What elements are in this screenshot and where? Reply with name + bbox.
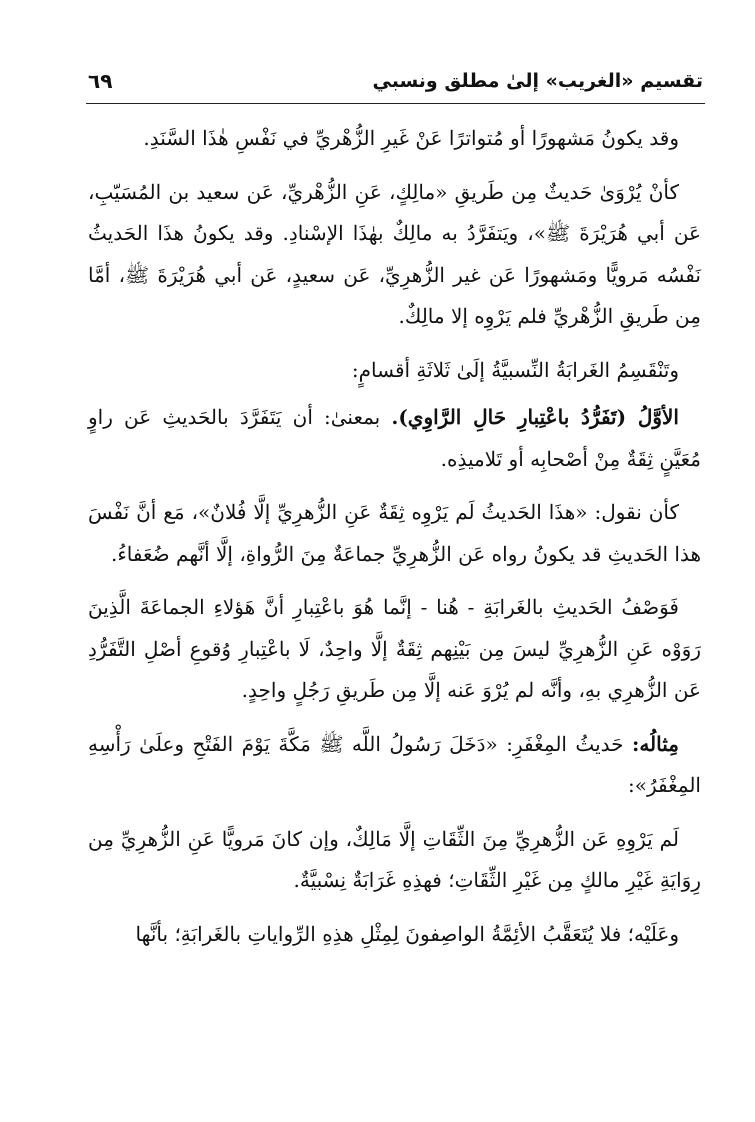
paragraph-text: كأنْ يُرْوَىٰ حَديثٌ مِن طَريقِ «مالِكٍ، عَنِ الزُّهْريِّ، عَن سعيد بن المُسَيّبِ، عَن أبي هُرَيْرَةَ ﷺ»، ويَتفَرَّدُ به مالِكٌ بهٰذَا الإسْنادِ. وقد يكونُ هذَا الحَديثُ نَفْسُه مَرويًّا ومَشهورًا عَن غير الزُّهرِيِّ، عَن سعيدٍ، عَن أبي هُرَيْرَةَ ﷺ، أمَّا مِن طَريقِ الزُّهْريِّ فلم يَرْوِه إلا مالِكٌ. <box>88 179 701 328</box>
paragraph <box>88 914 701 956</box>
paragraph-text: فَوَصْفُ الحَديثِ بالغَرابَةِ - هُنا - إنَّما هُوَ باعْتِبارِ أنَّ هَؤلاءِ الجماعَةَ الَّذِينَ رَوَوْه عَنِ الزُّهرِيِّ ليسَ مِن بَيْنِهم ثِقَةٌ إلَّا واحِدٌ، لَا باعْتِبارِ وُقوعِ أصْلِ التَّفَرُّدِ عَن الزُّهرِي بهِ، وأنَّه لم يُرْوَ عَنه إلَّا مِن طَريقِ رَجُلٍ واحِدٍ. <box>88 595 702 702</box>
page-header <box>88 62 703 100</box>
paragraph-text: كأن نقول: «هذَا الحَديثُ لَم يَرْوِه ثِقَةٌ عَنِ الزُّهرِيِّ إلَّا فُلانٌ»، مَع أنَّ نَفْسَ هذا الحَديثِ قد يكونُ رواه عَن الزُّهرِيِّ جماعَةٌ مِنَ الرُّواةِ، إلَّا أنَّهم ضُعَفاءُ. <box>88 500 701 566</box>
header-rule <box>86 103 705 104</box>
paragraph-text: حَديثُ المِغْفَرِ: «دَخَلَ رَسُولُ اللَّه ﷺ مَكَّةَ يَوْمَ الفَتْحِ وعلَىٰ رَأْسِهِ المِغْفَرُ»: <box>88 731 701 797</box>
paragraph <box>88 118 701 160</box>
example-label: مِثالُه: <box>631 731 679 756</box>
paragraph <box>88 819 701 902</box>
paragraph-text: بمعنىٰ: أن يَتَفَرَّدَ بالحَديثِ عَن راوٍ مُعَيَّنٍ ثِقَةٌ مِنْ أصْحابِه أو تَلاميذِه. <box>88 405 701 471</box>
paragraph-text: وعَلَيْه؛ فلا يُتَعَقَّبُ الأئِمَّةُ الواصِفونَ لِمِثْلِ هذِهِ الرِّواياتِ بالغَرابَةِ؛ بأنَّها <box>135 921 679 946</box>
paragraph <box>88 492 701 575</box>
paragraph-text: وتَنْقَسِمُ الغَرابَةُ النِّسبيَّةُ إلَىٰ ثَلاثَةِ أقسامٍ: <box>351 357 679 382</box>
paragraph-text: وقد يكونُ مَشهورًا أو مُتواترًا عَنْ غَيرِ الزُّهْريِّ في نَفْسِ هٰذَا السَّنَدِ. <box>143 126 679 150</box>
paragraph-text: لَم يَرْوِهِ عَن الزُّهرِيِّ مِنَ الثِّقَاتِ إلَّا مَالِكٌ، وإن كانَ مَرويًّا عَنِ الزُّهرِيِّ مِن رِوَايَةِ غَيْرِ مالكٍ مِن غَيْرِ الثِّقَاتِ؛ فهذِهِ غَرَابَةٌ نِسْبيَّةٌ. <box>88 826 701 892</box>
paragraph <box>88 350 701 392</box>
page-number: ٦٩ <box>88 69 113 93</box>
running-title: تقسيم «الغريب» إلىٰ مطلق ونسبي <box>372 70 703 92</box>
paragraph <box>88 397 701 480</box>
paragraph <box>88 587 701 712</box>
paragraph <box>88 172 701 338</box>
body-text <box>88 118 701 967</box>
section-heading: الأوَّلُ (تَفَرُّدُ باعْتِبارِ حَالِ الرَّاوِي). <box>391 405 679 429</box>
paragraph <box>88 724 701 807</box>
